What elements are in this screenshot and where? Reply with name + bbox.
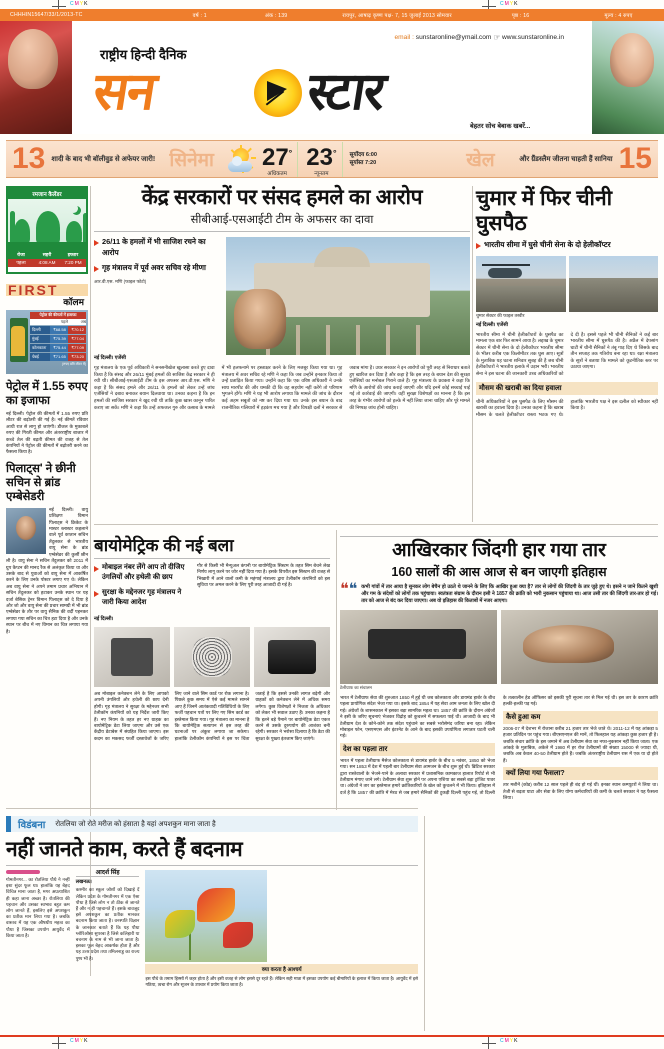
petrol-new: ₹77.09 (68, 344, 86, 352)
telegraph-operator-photo (501, 610, 658, 684)
registration-number: CHHHIN15647/33/1/2013-TC (10, 12, 83, 18)
logo-text-star: स्टार (303, 63, 388, 121)
ramzan-header-row (8, 251, 86, 259)
max-temp-value: 27 (261, 143, 289, 171)
telegram-quote-text: कभी गांवों में तार आया है सुनकर लोग बेचैन हो उठते थे जानने के लिए कि आखिर हुआ क्या है? तार से लोगों की जिंदगी के तार जुड़े हुए थे। इसने न जाने कितने खुशी और गम के संदेशों को लोगों तक पहुंचाया। स्वतंत्रता संग्राम के दौरान इसी ने 1857 की क्रांति को भारी नुकसान पहुंचाया था। आज उसी तार की जिंदगी तार-तार हो गई। तार को आज से बंद कर दिया जाएगा। अब वो इतिहास की किताबों में नजर आएगा। (361, 584, 658, 604)
telegram-body-columns (340, 695, 658, 801)
lead-bullet-list (94, 237, 218, 285)
petrol-city: दिल्ली (30, 326, 50, 334)
telegram-section-text: तार मशीनें (कोड) करीब 12 साल पहले ही बंद हो गई थीं। इनका स्थान कम्प्यूटरों ने लिया था। तेजी से बढ़ता घाटा और सेवा के लिए योग्य कर्मचारियों की कमी के चलते सरकार ने यह फैसला लिया। (503, 782, 658, 801)
china-bullet (476, 240, 658, 251)
biometric-headline[interactable]: बायोमेट्रिक की नई बला (94, 536, 330, 559)
petrol-city: मुंबई (30, 335, 50, 343)
ramzan-col-roza: रोजा (8, 251, 34, 259)
sunrise-time: सूर्योदय 6:00 (349, 152, 378, 158)
issue-number: अंक : 139 (264, 13, 288, 19)
bullet-triangle-icon (94, 266, 99, 272)
lead-body-text: गृह मंत्रालय के एक पूर्व अधिकारी ने सनसनीखेज खुलासा करते हुए दावा किया है कि संसद और 26/11 मुंबई हमलों की साजिश केंद्र सरकार ने ही रची थी। सीबीआई-एसआईटी टीम के इस अफसर आर.वी.एस. मणि ने कहा है कि संसद हमले और 26/11 के हमलों को लेकर उन्हें जांच एजेंसियों ने दबाव बनाकर बयान दिलवाया था। उनका कहना है कि इन हमलों की साजिश सरकार ने खुद रची थी ताकि कुछ खास कानून पारित कराए जा सकें। मणि ने कहा कि उन्हें अफजल गुरु और कसाब के मामले में भी हलफनामे पर हस्ताक्षर करने के लिए मजबूर किया गया था। गृह मंत्रालय में अवर सचिव रहे मणि ने कहा कि जब उन्होंने इनकार किया तो उन्हें प्रताड़ित किया गया। उन्होंने कहा कि एक वरिष्ठ अधिकारी ने उनके साथ मारपीट की और धमकी दी कि वह सहयोग नहीं करेंगे तो परिणाम भुगतने होंगे। मणि ने यह भी आरोप लगाया कि मामले की जांच के दौरान कई अहम सबूतों को नष्ट कर दिया गया था। उनके इस बयान के बाद राजनीतिक गलियारों में हड़कंप मच गया है और विपक्षी दलों ने सरकार से जवाब मांगा है। उधर सरकार ने इन आरोपों को पूरी तरह से निराधार बताते हुए खारिज कर दिया है और कहा है कि इस तरह के बयान देश की सुरक्षा एजेंसियों का मनोबल गिराने वाले हैं। गृह मंत्रालय के प्रवक्ता ने कहा कि मणि के आरोपों की जांच कराई जाएगी और यदि इनमें कोई सच्चाई पाई गई तो कार्रवाई की जाएगी। वहीं सुरक्षा विशेषज्ञों का मानना है कि इस तरह के गंभीर आरोपों को हल्के में नहीं लिया जाना चाहिए और पूरे मामले की निष्पक्ष जांच होनी चाहिए। (94, 365, 470, 410)
table-row (30, 326, 86, 334)
lead-story (94, 186, 470, 411)
sidebar-story2-text: नई दिल्ली। वायु प्रशिक्षण विमान पिलाट्स ने क्रिकेट के मास्टर ब्लास्टर कहलाने वाले पूर्व कप्तान सचिन तेंदुलकर से भारतीय वायु सेना के ब्रांड एम्बेसेडर की कुर्सी छीन ली है। वायु सेना ने सचिन तेंदुलकर को 2011 में ग्रुप कैप्टन की मानद रैंक से अलंकृत किया था और उसके बाद से युवाओं को वायु सेना में आकर्षित करने के लिए उनके पोस्टर लगाए गए थे। लेकिन अब वायु सेना ने अपने तमाम प्रचार अभियान में सचिन तेंदुलकर को हटाकर उनके स्थान पर यह दर्जा बेसिक ट्रेनर विमान पिलाट्स को दे दिया है और जो और वायु सेना की प्रचार सामग्री में भी ब्रांड एम्बेसेडर के तौर पर वायु सैनिक की वर्दी पहनकर लगाया गया सचिन का चित्र हटा दिया है और उनके स्थान पर बीच में नए विमान का चित्र लगाया गया है। (6, 506, 88, 634)
biometric-bullet-list (94, 563, 192, 613)
page-count: पृष्ठ : 16 (511, 13, 530, 19)
petrol-photo-and-table (6, 310, 88, 374)
teaser-text-cinema[interactable]: शादी के बाद भी बॉलीवुड से अफेयर जारी! (51, 155, 156, 163)
petrol-table-note: (रुपए प्रति लीटर में) (62, 362, 86, 366)
sun-cloud-icon (228, 146, 254, 172)
left-sidebar (6, 186, 88, 635)
quote-mark-icon: ❝❝ (340, 581, 358, 598)
masthead-tagline-bottom: बेहतर सोच बेबाक खबरें... (470, 123, 531, 130)
lead-bullet-text: गृह मंत्रालय में पूर्व अवर सचिव रहे मीणा (102, 263, 206, 272)
list-item (94, 563, 192, 583)
max-temp-label: अधिकतम (267, 170, 287, 177)
petrol-old: ₹68.58 (50, 326, 68, 334)
column-rule-4 (424, 816, 425, 1031)
column-rule-2 (336, 530, 337, 810)
telegram-photo-row (340, 610, 658, 684)
bottom-byline: आदर्श सिंह (95, 870, 120, 876)
list-item (94, 263, 218, 274)
ramzan-val-iftar: 7:20 PM (60, 259, 86, 267)
petrol-old: ₹71.65 (50, 353, 68, 361)
bottom-story (6, 838, 418, 988)
newspaper-logo (86, 63, 586, 125)
cover-price: मूल्य : 4 रुपए (604, 13, 633, 19)
weather-widget (228, 142, 377, 177)
crop-mark-top-left: CMYK (46, 0, 72, 12)
column-rule-3 (472, 186, 473, 522)
crescent-moon-icon (69, 204, 78, 213)
telegram-section-title: कैसे हुआ कम (503, 711, 658, 724)
table-row (30, 344, 86, 352)
ramzan-value-row (8, 259, 86, 267)
flower-photo (145, 870, 267, 962)
helicopter-photo (476, 256, 566, 312)
ramzan-val-sehri: 4:08 AM (34, 259, 60, 267)
max-temperature: 27° अधिकतम (257, 142, 298, 177)
bullet-triangle-icon (476, 243, 481, 249)
petrol-price-table (30, 312, 86, 366)
vidambana-kicker: रोतलिया जो रोते मरीज को हंसाता है यहां अपशकुन माना जाता है (55, 820, 216, 828)
teaser-text-sports[interactable]: और ग्रैंडस्लैम जीतना चाहती हैं सानिया (519, 155, 613, 163)
website-url[interactable]: www.sunstaronline.in (502, 34, 564, 41)
telegram-photo-caption: टेलीग्राफ का संचालन (340, 685, 372, 690)
lead-photo-caption: आर.वी.एस. मणि (फाइल फोटो) (94, 278, 147, 284)
biometric-body-text: अब मोबाइल कनेक्शन लेने के लिए आपको अपनी उंगलियों और हथेली की छाप देनी होगी। गृह मंत्रालय ने सुरक्षा के मद्देनजर सभी टेलीकॉम कंपनियों को यह निर्देश जारी किए हैं। नए नियम के तहत हर नए ग्राहक का बायोमेट्रिक डेटा लिया जाएगा और उसे एक केंद्रीय डेटाबेस में संग्रहित किया जाएगा। इस कदम का मकसद फर्जी दस्तावेजों के जरिए लिए जाने वाले सिम कार्ड पर रोक लगाना है। पिछले कुछ समय में ऐसे कई मामले सामने आए हैं जिनमें आतंकवादी गतिविधियों के लिए फर्जी पहचान पत्रों पर लिए गए सिम कार्ड का इस्तेमाल किया गया। गृह मंत्रालय का मानना है कि बायोमेट्रिक सत्यापन से इस तरह की घटनाओं पर अंकुश लगाया जा सकेगा। हालांकि टेलीकॉम कंपनियों ने इस पर चिंता जताई है कि इससे उनकी लागत बढ़ेगी और ग्राहकों को कनेक्शन लेने में अधिक समय लगेगा। कुछ विशेषज्ञों ने निजता के अधिकार को लेकर भी सवाल उठाए हैं। उनका कहना है कि इतने बड़े पैमाने पर बायोमेट्रिक डेटा एकत्र करने से उसके दुरुपयोग की आशंका बनी रहेगी। सरकार ने भरोसा दिलाया है कि डेटा की सुरक्षा के पुख्ता इंतजाम किए जाएंगे। (94, 691, 330, 741)
bottom-photo-caption: क्या करता है आश्चर्य (145, 964, 418, 974)
bottom-column-1 (6, 870, 70, 988)
list-item (94, 237, 218, 258)
biometric-bullet-text: मोबाइल नंबर लेंगे आप तो दीजिए उंगलियों और हथेली की छाप (102, 564, 185, 581)
min-temp-label: न्यूनतम (314, 170, 329, 177)
biometric-device-photo (94, 627, 170, 687)
telegram-subhead: 160 सालों की आस आज से बन जाएगी इतिहास (391, 565, 607, 579)
telegram-headline[interactable]: आखिरकार जिंदगी हार गया तार (340, 536, 658, 562)
biometric-intro-text: गौर से किसी भी मैन्युअल कंपनी पर बायोमेट्रिक सिस्टम के तहत सिम बेचने लेख निर्णय लागू करने पर जोर नहीं दिया गया है। इसके विपरीत इस सिस्टम की वजह से भिखारी में आने वालों कमी के महंगाई मंत्रालय द्वारा टेलीकॉम कंपनियों को इस सुविधा पर अमल करने के लिए पूरी तरह आजादी दी गई है। (197, 563, 330, 588)
section-rule-2 (6, 808, 418, 809)
petrol-new: ₹77.04 (68, 335, 86, 343)
sidebar-story1-body: नई दिल्ली। पेट्रोल की कीमतों में 1.55 रुपए प्रति लीटर की बढ़ोतरी की गई है। नई कीमतें रविवार आधी रात से लागू हो जाएंगी। डीजल के मुकाबले रुपए की गिरती कीमत और अंतरराष्ट्रीय बाजार में कच्चे तेल की बढ़ती कीमत की वजह से तेल कंपनियों ने पेट्रोल की कीमतों में बढ़ोतरी करने का फैसला किया है। (6, 411, 88, 455)
email-address[interactable]: sunstaronline@ymail.com (415, 34, 492, 41)
biometric-story (94, 536, 330, 742)
bottom-photo-body: इस पौधे के तमाम हिस्सों में जहर होता है और इसी वजह से लोग इससे दूर रहते हैं। लेकिन सही मात्रा में इसका उपयोग कई बीमारियों के इलाज में किया जाता है। आयुर्वेद में इसे गठिया, त्वचा रोग और सूजन के उपचार में प्रयोग किया जाता है। (145, 976, 418, 987)
bullet-triangle-icon (94, 566, 99, 572)
table-row (30, 353, 86, 361)
china-subhead: मौसम की खराबी का दिया हवाला (476, 382, 658, 395)
china-body-text: भारतीय सीमा में चीनी हेलीकॉप्टरों के घुसपैठ का मामला एक बार फिर सामने आया है। लद्दाख के चुमार सेक्टर में चीनी सेना के दो हेलीकॉप्टर भारतीय सीमा के भीतर करीब एक किलोमीटर तक घुस आए। सूत्रों के मुताबिक यह घटना शनिवार सुबह की है जब चीनी हेलीकॉप्टरों ने भारतीय इलाके में उड़ान भरी। भारतीय सेना ने इस घटना की जानकारी उच्च अधिकारियों को दे दी है। इससे पहले भी चीनी सैनिकों ने कई बार भारतीय सीमा में घुसपैठ की है। अप्रैल में देपसांग घाटी में चीनी सैनिकों ने तंबू गाड़ दिए थे जिसके बाद तीन सप्ताह तक गतिरोध बना रहा था। रक्षा मंत्रालय के सूत्रों ने बताया कि मामले को कूटनीतिक स्तर पर उठाया जाएगा। (476, 331, 658, 377)
lead-photo (226, 237, 470, 355)
logo-text-san: सन (89, 63, 159, 121)
china-photo-pair (476, 256, 658, 312)
crop-mark-top-right: CMYK (476, 0, 502, 12)
telegram-section-text: 2006-07 में देशभर में रोजाना करीब 21 हजार तार भेजे जाते थे। 2011-12 में यह आंकड़ा 5 हजार प्रतिदिन पर पहुंच गया। बीएसएनएल की मानें, तो फिलहाल यह आंकड़ा कुछ हजार ही है। जबकि संचार क्रांति के इस जमाने में अब टेलीग्राम सेवा का नफा-नुकसान नहीं किया जाता। एक आंकड़े के मुताबिक, अकेले में 1980 में हर रोज टेलीग्रामों की संख्या 15000 से ज्यादा थी, जबकि अब केवल 40-50 टेलीग्राम होते हैं। जबकि अंतरराष्ट्रीय टेलीग्राम रास में एक या दो होते हैं। (503, 725, 658, 763)
biometric-bullet-text: सुरक्षा के मद्देनजर गृह मंत्रालय ने जारी किया आदेश (102, 589, 182, 606)
sidebar-story2-body (6, 507, 88, 635)
first-column-badge (6, 281, 88, 307)
china-bullet-text: भारतीय सीमा में घुसे चीनी सेना के दो हेलीकॉप्टर (484, 240, 611, 249)
petrol-old: ₹75.39 (50, 335, 68, 343)
contact-info (395, 33, 565, 42)
petrol-old: ₹75.44 (50, 344, 68, 352)
bottom-headline[interactable]: नहीं जानते काम, करते हैं बदनाम (6, 838, 243, 861)
sun-logo-icon (254, 69, 302, 117)
china-body-text-2: चीनी अधिकारियों ने इस घुसपैठ के लिए मौसम की खराबी का हवाला दिया है। उनका कहना है कि खराब मौसम के चलते हेलीकॉप्टर रास्ता भटक गए थे। हालांकि भारतीय पक्ष ने इस दलील को स्वीकार नहीं किया है। (476, 398, 658, 417)
decorative-pink-bar (6, 870, 40, 874)
sidebar-story1-headline[interactable]: पेट्रोल में 1.55 रुपए का इजाफा (6, 381, 88, 407)
petrol-col-new: अब (80, 319, 86, 324)
ramzan-col-iftar: इफ्तार (60, 251, 86, 259)
teaser-page-right[interactable]: 15 (618, 142, 652, 175)
decorative-model-photo-left (0, 21, 72, 134)
lead-headline[interactable]: केंद्र सरकारों पर संसद हमले का आरोप (141, 186, 423, 209)
lead-byline: नई दिल्ली। एजेंसी (94, 355, 126, 361)
min-temp-value: 23 (306, 143, 333, 171)
telegram-section-title: क्यों लिया गया फैसला? (503, 767, 658, 780)
email-label: email : (394, 34, 414, 41)
petrol-city: चेन्नई (30, 353, 50, 361)
china-headline[interactable]: चुमार में फिर चीनी घुसपैठ (476, 187, 613, 235)
biometric-byline: नई दिल्ली। (94, 616, 114, 622)
teaser-weather-bar (6, 140, 658, 178)
first-column-word-first: FIRST (8, 282, 59, 298)
vidambana-tag: विडंबना (18, 820, 46, 831)
sidebar-story2-photo (6, 508, 46, 554)
lead-subhead: सीबीआई-एसआईटी टीम के अफसर का दावा (190, 214, 374, 226)
ramzan-title: रमजान कैलेंडर (8, 188, 86, 199)
border-terrain-photo (569, 256, 659, 312)
telegram-section-title: देश का पहला तार (340, 743, 495, 756)
min-temperature: 23° न्यूनतम (301, 142, 342, 177)
sidebar-story2-headline[interactable]: पिलाट्स' ने छीनी सचिन से ब्रांड एम्बेसेडरी (6, 462, 76, 503)
vidambana-banner (6, 816, 418, 832)
lead-bullet-text: 26/11 के हमलों में भी साजिश रचने का आरोप (102, 237, 206, 257)
masthead (0, 21, 664, 134)
telegram-body-text: भारत में टेलीग्राफ सेवा की शुरुआत 1850 में हुई थी जब कोलकाता और डायमंड हार्बर के बीच पहला प्रायोगिक संदेश भेजा गया था। इसके बाद 1854 में यह सेवा आम जनता के लिए खोल दी गई। अंग्रेजों के शासनकाल में इसका बड़ा सामरिक महत्व था। 1857 की क्रांति के दौरान अंग्रेजों ने इसी के जरिए सूचनाएं भेजकर विद्रोह को कुचलने में सफलता पाई थी। आजादी के बाद भी टेलीग्राम देश के कोने-कोने तक संदेश पहुंचाने का सबसे भरोसेमंद जरिया बना रहा। लेकिन मोबाइल फोन, एसएमएस और इंटरनेट के आने के बाद इसकी उपयोगिता लगातार घटती चली गई। (340, 695, 495, 739)
ramzan-val-roza: पहला (8, 259, 34, 267)
teaser-category-sports[interactable]: खेल (466, 150, 495, 171)
bottom-column-1-text: गोमतीनगर... का रोतलिया पौधे ने नन्हीं इशा सुंदर फूल था। हालांकि यह बेहद विचित्र माना जाता है, मगर अप्रत्याशित ही कहा जाना अच्छा है। रोतलिया की पहचान और उसका स्वभाव बहुत कम लोग जानते हैं, इसलिए इसे अपशकुन का प्रतीक मान लिया गया है। जबकि वास्तव में यह एक औषधीय महत्व का पौधा है जिसका उपयोग आयुर्वेद में किया जाता है। (6, 877, 70, 938)
petrol-city: कोलकाता (30, 344, 50, 352)
first-column-word-kolam: कॉलम (63, 297, 84, 307)
bullet-triangle-icon (94, 240, 99, 246)
china-byline: नई दिल्ली। एजेंसी (476, 321, 508, 328)
telegraph-key-photo (340, 610, 497, 684)
sunset-time: सूर्यास्त 7:20 (349, 160, 377, 166)
petrol-col-old: पहले (60, 319, 68, 324)
footer-rule (0, 1035, 664, 1037)
masthead-tagline-top: राष्ट्रीय हिन्दी दैनिक (100, 47, 187, 62)
pointing-hand-icon (493, 33, 500, 42)
ramzan-col-sehri: सहरी (34, 251, 60, 259)
mosque-illustration (8, 199, 86, 251)
section-rule-1 (94, 524, 658, 525)
teaser-page-left[interactable]: 13 (12, 142, 46, 175)
bottom-dateline: लखनऊ। (75, 879, 92, 886)
bottom-photo-column (145, 870, 418, 988)
crop-mark-bottom-right: CMYK (476, 1037, 502, 1049)
bottom-column-2-text: कश्मीर का स्कूल जोशों को दिखाई दें लेकिन प्रदेश के गोमतीनगर में एक ऐसा पौधा है जिसे लोग न तो ठीक से जानते हैं और न ही पहचानते हैं। इसके बावजूद इसे अपशकुन का प्रतीक मानकर बदनाम किया जाता है। वनस्पति विज्ञान के जानकार बताते हैं कि यह पौधा ग्लोरिओसा सुपरबा है जिसे कलिहारी या बचनाग के नाम से भी जाना जाता है। इसका फूल बेहद आकर्षक होता है और यह उत्तर प्रदेश तथा तमिलनाडु का राज्य पुष्प भी है। (75, 887, 140, 961)
list-item (94, 588, 192, 608)
fingerprint-photo (174, 627, 250, 687)
dateline: रायपुर, आषाढ़ कृष्ण पक्ष- 7, 15 जुलाई 2013 सोमवार (342, 13, 452, 19)
petrol-table-title: पेट्रोल की कीमतों में इजाफा (30, 312, 86, 319)
table-row (30, 335, 86, 343)
crop-mark-bottom-left: CMYK (46, 1037, 72, 1049)
bottom-column-2 (76, 870, 140, 988)
telegram-story (340, 536, 658, 801)
telegram-section-text: भारत में पहला टेलीग्राफ मैसेज कोलकाता से डायमंड हार्बर के बीच 5 नवंबर, 1850 को भेजा गया। सन 1853 में देश में पहली बार टेलीग्राम सेवा आमजन के बीच शुरू हुई थी। ब्रिटिश सरकार द्वारा रास्तेवालों के भेजने-पाने के अलावा सरकार में प्रशासनिक कामकाज हालात रिपोर्ट से भी टेलीग्राम मंगाए जाने लगे। टेलीग्राम सेवा शुरू होने पर अपना एशिया का सबसे बड़ा ट्रांजिट पावर था। अंग्रेजों ने तार का इस्तेमाल हमारे क्रांतिकारियों के खेल को कुचलने में भी किया। इतिहास में दर्ज है कि 1857 की क्रांति में मेरठ से जब हमारे सैनिकों की टुकड़ी दिल्ली पहुंच गई, तो दिल्ली के तत्कालीन हेड ऑफिसर को इसकी पूरी सूचना तार से मिल गई थी। इस तार के कारण क्रांति हल्की-हल्की पड़ गई। (340, 695, 658, 795)
petrol-new: ₹70.12 (68, 326, 86, 334)
scanner-photo (254, 627, 330, 687)
teaser-category-cinema[interactable]: सिनेमा (169, 150, 214, 171)
masthead-info-strip (0, 9, 664, 21)
volume-year: वर्ष : 1 (192, 13, 207, 19)
bullet-triangle-icon (94, 591, 99, 597)
ramzan-calendar-box (6, 186, 88, 274)
biometric-photo-row (94, 627, 330, 687)
sun-times (346, 151, 377, 167)
petrol-new: ₹73.20 (68, 353, 86, 361)
telegram-pullquote (340, 581, 658, 605)
china-photo-caption: चुमार सेक्टर की फाइल तस्वीर (476, 312, 525, 318)
china-incursion-story (476, 186, 658, 418)
decorative-model-photo-right (592, 21, 664, 134)
